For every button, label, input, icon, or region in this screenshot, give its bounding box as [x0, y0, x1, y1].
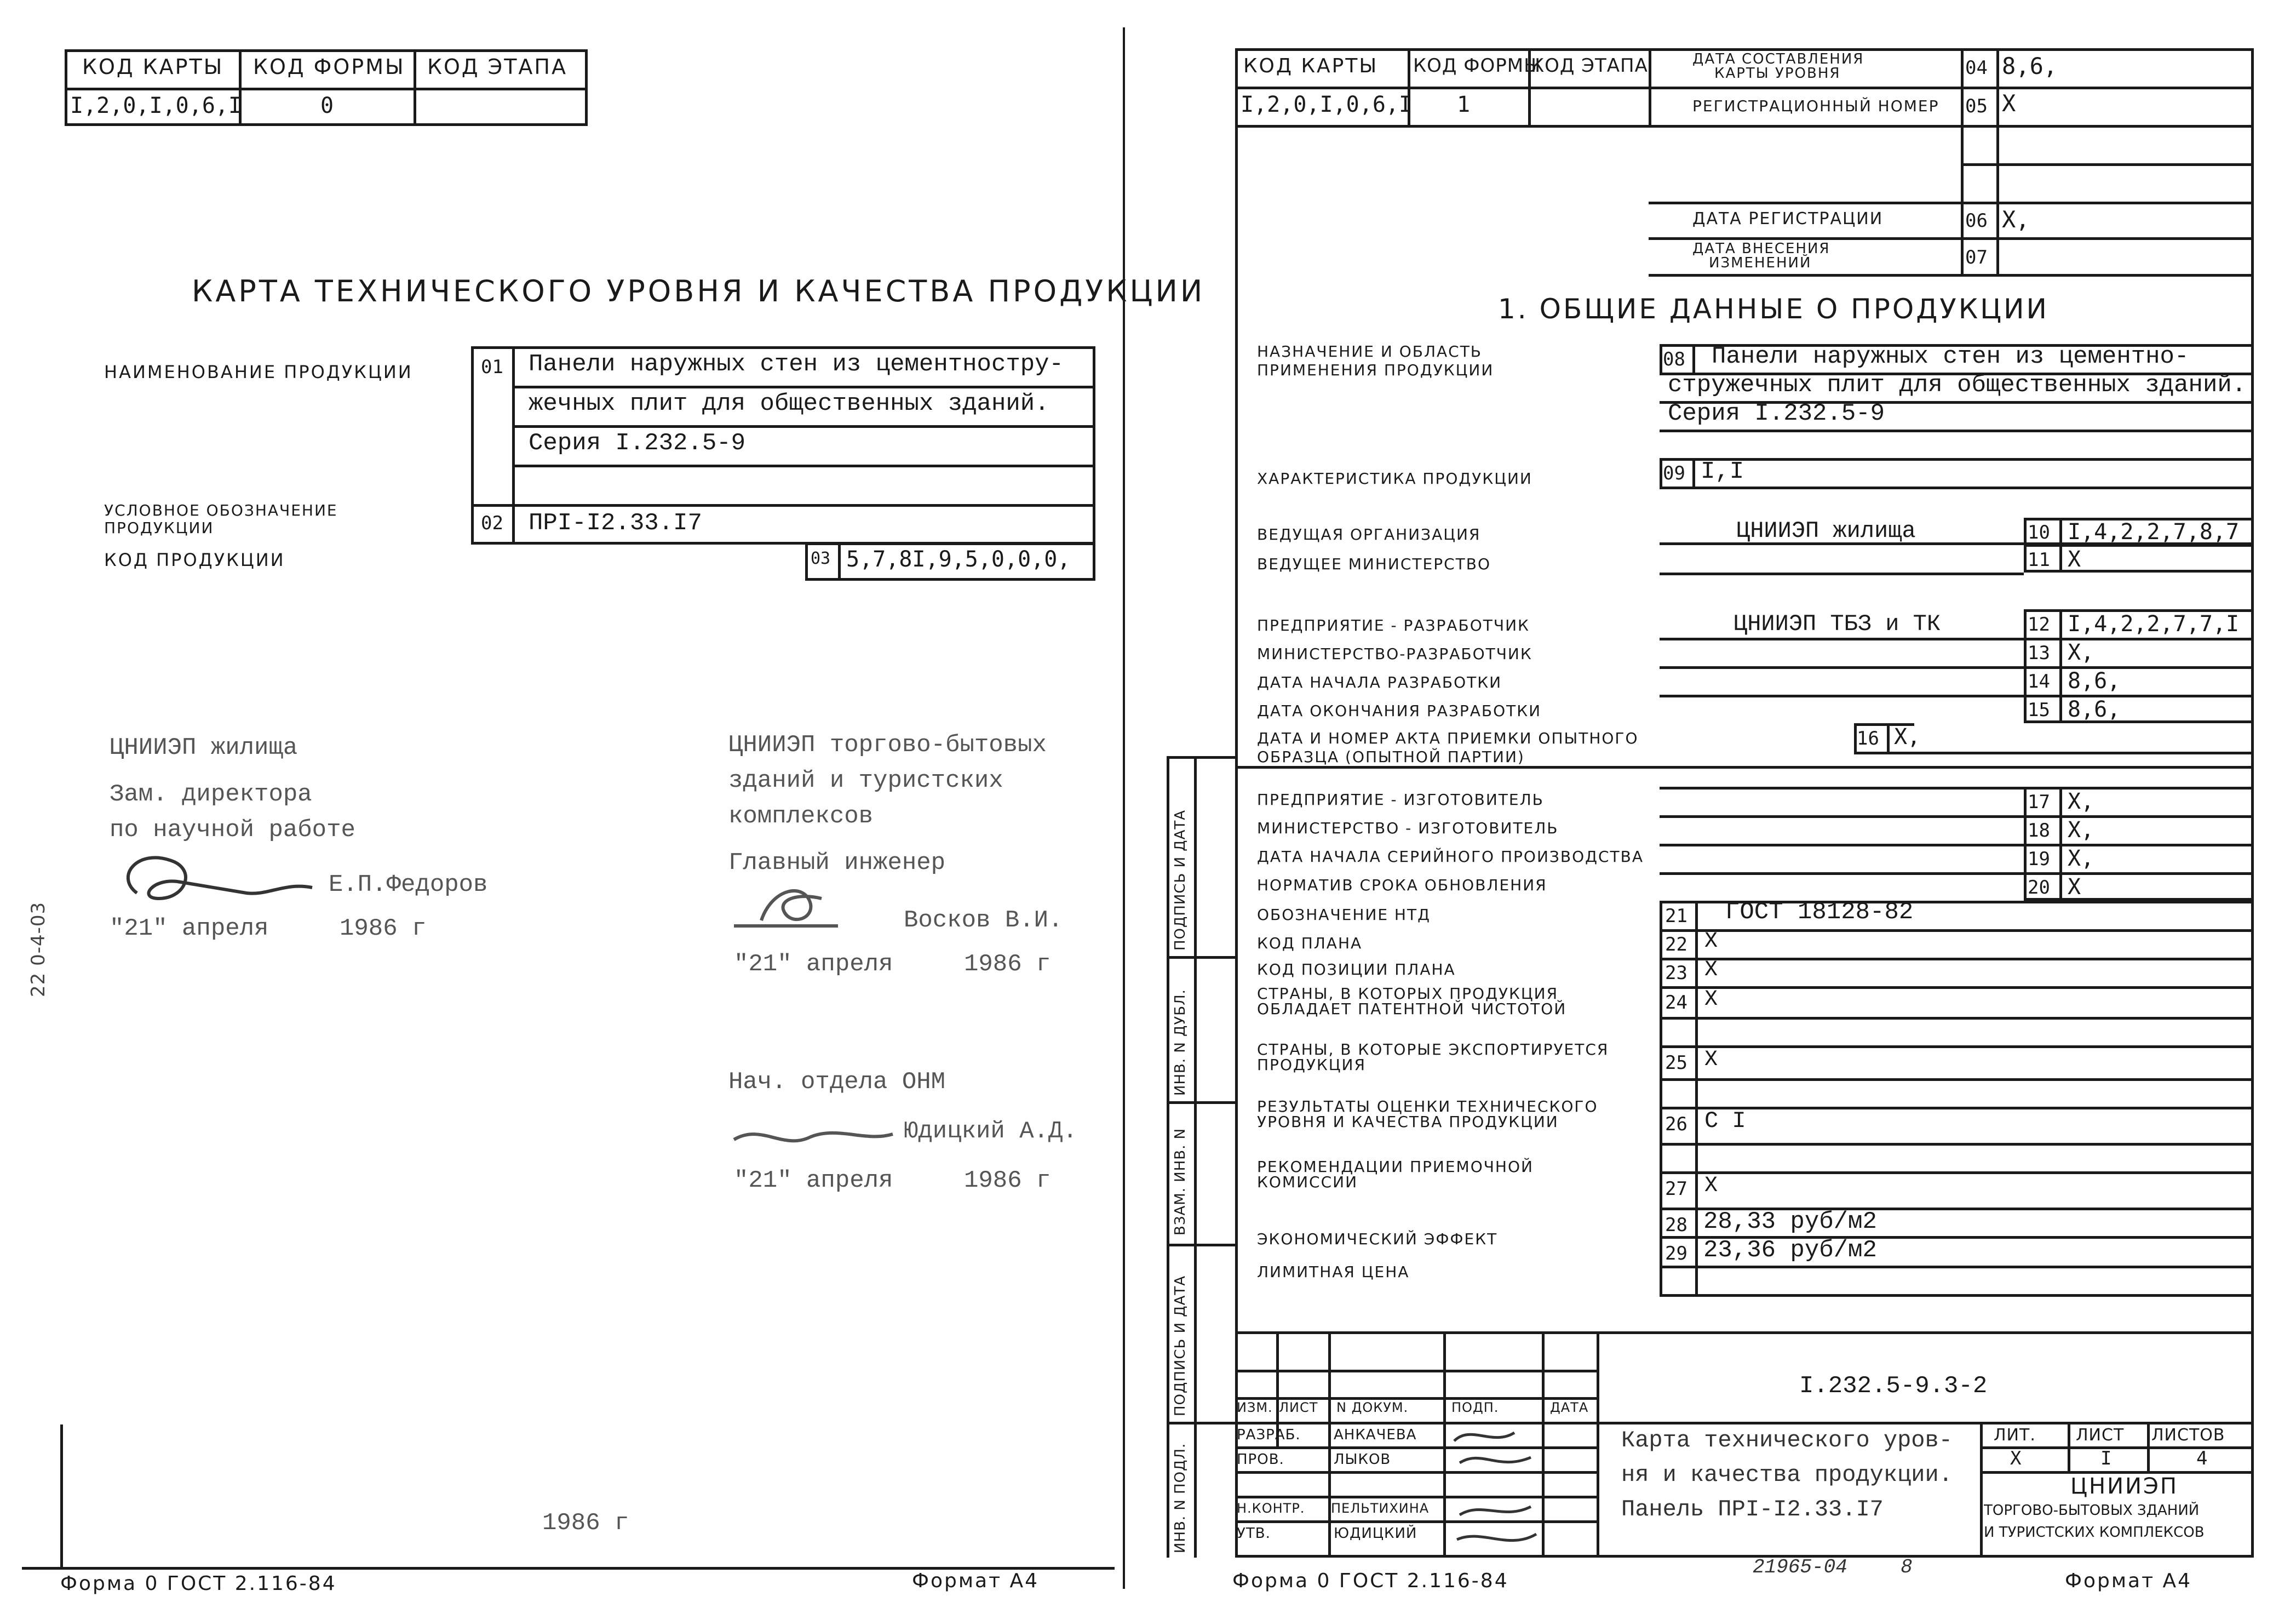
role-utv: УТВ. — [1237, 1525, 1271, 1542]
f08-label-1: НАЗНАЧЕНИЕ И ОБЛАСТЬ — [1257, 342, 1483, 361]
right-header-col2: КОД ФОРМЫ — [1413, 55, 1541, 77]
f11-code: 11 — [2028, 549, 2050, 571]
f20-label: НОРМАТИВ СРОКА ОБНОВЛЕНИЯ — [1257, 876, 1547, 894]
f12-org: ЦНИИЭП ТБЗ и ТК — [1734, 611, 1941, 637]
right-footer-form: Форма 0 ГОСТ 2.116-84 — [1232, 1570, 1509, 1592]
f16-label-1: ДАТА И НОМЕР АКТА ПРИЕМКИ ОПЫТНОГО — [1257, 729, 1639, 747]
side-label-vzam-inv: ВЗАМ. ИНВ. N — [1172, 1128, 1189, 1235]
f17-code: 17 — [2028, 791, 2050, 813]
f23-value: Х — [1704, 958, 1718, 982]
stamp-h-sheets: ЛИСТОВ — [2151, 1426, 2225, 1445]
f28-value: 28,33 руб/м2 — [1703, 1208, 1877, 1235]
right-signature — [728, 877, 909, 937]
left-footer-form: Форма 0 ГОСТ 2.116-84 — [60, 1572, 337, 1595]
f28-label: ЭКОНОМИЧЕСКИЙ ЭФФЕКТ — [1257, 1230, 1498, 1248]
right-header-col1: КОД КАРТЫ — [1243, 55, 1379, 77]
f23-code: 23 — [1665, 962, 1687, 984]
right-footer-num: 8 — [1901, 1556, 1913, 1578]
left-signature — [104, 844, 340, 915]
right-sign-year: 1986 г — [964, 951, 1051, 978]
side-label-inv-podl: ИНВ. N ПОДЛ. — [1172, 1443, 1189, 1553]
right-sign-name: Восков В.И. — [904, 907, 1063, 934]
f16-code: 16 — [1857, 728, 1879, 749]
right-footer-code: 21965-04 — [1753, 1556, 1847, 1578]
side-label-podp-data-1: ПОДПИСЬ И ДАТА — [1172, 1275, 1189, 1416]
left-footer-format: Формат А4 — [912, 1570, 1040, 1592]
f09-value: I,I — [1701, 458, 1744, 485]
right-header-col3: КОД ЭТАПА — [1531, 55, 1648, 77]
stamp-desc-3: Панель ПРI-I2.33.I7 — [1621, 1496, 1884, 1523]
f26-code: 26 — [1665, 1113, 1687, 1135]
reg-05-value: Х — [2002, 90, 2016, 117]
role-razrab: РАЗРАБ. — [1237, 1427, 1301, 1443]
left-sign-pos1: Зам. директора — [110, 781, 312, 808]
f25-value: Х — [1704, 1048, 1718, 1072]
f12-value: I,4,2,2,7,7,I — [2068, 611, 2240, 637]
right-sign-org1: ЦНИИЭП торгово-бытовых — [728, 731, 1047, 759]
f27-label-1: РЕКОМЕНДАЦИИ ПРИЕМОЧНОЙ — [1257, 1158, 1534, 1176]
reg-06-value: Х, — [2002, 206, 2030, 233]
right-sign-year2: 1986 г — [964, 1167, 1051, 1194]
reg-06-label: ДАТА РЕГИСТРАЦИИ — [1692, 209, 1884, 228]
f22-value: Х — [1704, 929, 1718, 954]
field-01-line-2: жечных плит для общественных зданий. — [529, 390, 1049, 417]
f13-code: 13 — [2028, 642, 2050, 664]
role-prov: ПРОВ. — [1237, 1451, 1284, 1468]
f13-value: Х, — [2068, 640, 2094, 665]
side-label-podp-data-2: ПОДПИСЬ И ДАТА — [1172, 809, 1189, 951]
reg-04-code: 04 — [1965, 57, 1988, 79]
f24-label-2: ОБЛАДАЕТ ПАТЕНТНОЙ ЧИСТОТОЙ — [1257, 1000, 1567, 1018]
f19-code: 19 — [2028, 848, 2050, 870]
stamp-h-lit: ЛИТ. — [1994, 1426, 2036, 1445]
field-03-code: 03 — [811, 549, 831, 568]
f26-value: С I — [1704, 1108, 1746, 1134]
f23-label: КОД ПОЗИЦИИ ПЛАНА — [1257, 960, 1456, 979]
f20-code: 20 — [2028, 877, 2050, 899]
f18-value: Х, — [2068, 817, 2094, 843]
right-card-code: I,2,0,I,0,6,I — [1241, 92, 1413, 117]
reg-05-label: РЕГИСТРАЦИОННЫЙ НОМЕР — [1692, 97, 1939, 115]
reg-07-code: 07 — [1965, 247, 1988, 268]
reg-07-label-1: ДАТА ВНЕСЕНИЯ — [1692, 241, 1830, 257]
stamp-org-1: ЦНИИЭП — [2070, 1474, 2178, 1499]
th-list: ЛИСТ — [1279, 1400, 1318, 1415]
right-sign-date2: "21" апреля — [734, 1167, 893, 1194]
right-sign-name2: Юдицкий А.Д. — [904, 1118, 1077, 1145]
reg-04-label-1: ДАТА СОСТАВЛЕНИЯ — [1692, 51, 1864, 67]
left-sign-name: Е.П.Федоров — [329, 871, 488, 899]
reg-05-code: 05 — [1965, 95, 1988, 117]
f14-code: 14 — [2028, 671, 2050, 693]
f21-label: ОБОЗНАЧЕНИЕ НТД — [1257, 906, 1431, 924]
stamp-h-sheet: ЛИСТ — [2076, 1426, 2125, 1445]
f19-label: ДАТА НАЧАЛА СЕРИЙНОГО ПРОИЗВОДСТВА — [1257, 848, 1644, 866]
th-izm: ИЗМ. — [1237, 1400, 1273, 1415]
reg-06-code: 06 — [1965, 210, 1988, 232]
f18-label: МИНИСТЕРСТВО - ИЗГОТОВИТЕЛЬ — [1257, 819, 1559, 837]
name-razrab: АНКАЧЕВА — [1334, 1427, 1417, 1443]
stamp-v-lit: Х — [2010, 1447, 2022, 1469]
f22-label: КОД ПЛАНА — [1257, 934, 1363, 952]
f22-code: 22 — [1665, 934, 1687, 956]
f09-label: ХАРАКТЕРИСТИКА ПРОДУКЦИИ — [1257, 470, 1532, 488]
th-data: ДАТА — [1550, 1400, 1589, 1415]
f08-label-2: ПРИМЕНЕНИЯ ПРОДУКЦИИ — [1257, 361, 1494, 379]
f16-label-2: ОБРАЗЦА (ОПЫТНОЙ ПАРТИИ) — [1257, 748, 1525, 766]
stamp-v-sheets: 4 — [2196, 1447, 2208, 1469]
designation-label-2: ПРОДУКЦИИ — [104, 519, 214, 537]
stamp-desc-2: ня и качества продукции. — [1621, 1462, 1953, 1488]
left-sign-date: "21" апреля — [110, 915, 269, 942]
f14-label: ДАТА НАЧАЛА РАЗРАБОТКИ — [1257, 673, 1502, 691]
f18-code: 18 — [2028, 820, 2050, 842]
field-01-code: 01 — [481, 356, 503, 378]
f08-line-1: Панели наружных стен из цементно- — [1712, 343, 2189, 370]
f21-value: ГОСТ 18128-82 — [1725, 899, 1914, 926]
left-header-col3: КОД ЭТАПА — [427, 55, 567, 79]
section-title: 1. ОБЩИЕ ДАННЫЕ О ПРОДУКЦИИ — [1498, 293, 2049, 325]
name-prov: ЛЫКОВ — [1334, 1451, 1391, 1468]
f17-value: Х, — [2068, 789, 2094, 814]
f24-value: Х — [1704, 987, 1718, 1012]
left-card-code: I,2,0,I,0,6,I — [70, 93, 242, 118]
stamp-org-3: И ТУРИСТСКИХ КОМПЛЕКСОВ — [1984, 1524, 2205, 1541]
f13-label: МИНИСТЕРСТВО-РАЗРАБОТЧИК — [1257, 645, 1532, 663]
reg-04-value: 8,6, — [2002, 53, 2058, 79]
f27-label-2: КОМИССИИ — [1257, 1173, 1358, 1191]
doc-number: I.232.5-9.3-2 — [1799, 1372, 1988, 1400]
stamp-org-2: ТОРГОВО-БЫТОВЫХ ЗДАНИЙ — [1984, 1502, 2200, 1519]
f15-code: 15 — [2028, 699, 2050, 721]
f11-label: ВЕДУЩЕЕ МИНИСТЕРСТВО — [1257, 555, 1491, 573]
f12-code: 12 — [2028, 614, 2050, 636]
f24-code: 24 — [1665, 992, 1687, 1014]
f15-label: ДАТА ОКОНЧАНИЯ РАЗРАБОТКИ — [1257, 702, 1542, 720]
name-nkontr: ПЕЛЬТИХИНА — [1331, 1501, 1430, 1516]
f25-label-2: ПРОДУКЦИЯ — [1257, 1056, 1366, 1074]
right-sign-org3: комплексов — [728, 803, 874, 830]
f17-label: ПРЕДПРИЯТИЕ - ИЗГОТОВИТЕЛЬ — [1257, 791, 1544, 809]
f27-code: 27 — [1665, 1178, 1687, 1200]
f29-label: ЛИМИТНАЯ ЦЕНА — [1257, 1263, 1410, 1281]
f10-org: ЦНИИЭП жилища — [1736, 518, 1916, 544]
right-form-code: 1 — [1457, 92, 1471, 117]
f11-value: Х — [2068, 547, 2081, 572]
designation-label-1: УСЛОВНОЕ ОБОЗНАЧЕНИЕ — [104, 501, 338, 519]
left-bottom-year: 1986 г — [542, 1509, 629, 1537]
reg-04-label-2: КАРТЫ УРОВНЯ — [1714, 65, 1841, 82]
right-sign-date: "21" апреля — [734, 951, 893, 978]
left-form-code: 0 — [320, 93, 334, 118]
f24-label-1: СТРАНЫ, В КОТОРЫХ ПРОДУКЦИЯ — [1257, 985, 1559, 1003]
left-page-title: КАРТА ТЕХНИЧЕСКОГО УРОВНЯ И КАЧЕСТВА ПРОДУКЦИИ — [192, 274, 1206, 308]
left-sign-pos2: по научной работе — [110, 816, 355, 844]
name-label: НАИМЕНОВАНИЕ ПРОДУКЦИИ — [104, 362, 413, 382]
left-sign-year: 1986 г — [340, 915, 427, 942]
f25-code: 25 — [1665, 1052, 1687, 1074]
f21-code: 21 — [1665, 905, 1687, 927]
side-label-inv-dubl: ИНВ. N ДУБЛ. — [1172, 989, 1189, 1096]
name-utv: ЮДИЦКИЙ — [1334, 1525, 1417, 1542]
right-sign-org2: зданий и туристских — [728, 767, 1003, 794]
f08-line-3: Серия I.232.5-9 — [1668, 400, 1885, 427]
product-code-label: КОД ПРОДУКЦИИ — [104, 550, 285, 570]
f25-label-1: СТРАНЫ, В КОТОРЫЕ ЭКСПОРТИРУЕТСЯ — [1257, 1040, 1609, 1059]
field-03-value: 5,7,8I,9,5,0,0,0, — [846, 547, 1071, 572]
left-side-number: 22 0-4-03 — [27, 901, 49, 997]
left-sign-org: ЦНИИЭП жилища — [110, 734, 298, 762]
field-02-code: 02 — [481, 512, 503, 534]
f15-value: 8,6, — [2068, 697, 2121, 722]
f16-value: Х, — [1894, 724, 1921, 749]
f10-code: 10 — [2028, 522, 2050, 543]
left-header-col1: КОД КАРТЫ — [82, 55, 224, 79]
field-01-line-3: Серия I.232.5-9 — [529, 430, 746, 457]
f19-value: Х, — [2068, 846, 2094, 871]
f09-code: 09 — [1663, 462, 1685, 484]
reg-07-label-2: ИЗМЕНЕНИЙ — [1709, 255, 1812, 271]
right-sign-dept: Нач. отдела ОНМ — [728, 1068, 946, 1096]
stamp-v-sheet: I — [2100, 1447, 2112, 1469]
role-nkontr: Н.КОНТР. — [1237, 1501, 1305, 1516]
f08-line-2: стружечных плит для общественных зданий. — [1668, 371, 2247, 399]
page-divider — [1123, 27, 1125, 1589]
f27-value: Х — [1704, 1174, 1718, 1198]
right-signature-2 — [728, 1112, 909, 1162]
f10-label: ВЕДУЩАЯ ОРГАНИЗАЦИЯ — [1257, 525, 1481, 543]
f12-label: ПРЕДПРИЯТИЕ - РАЗРАБОТЧИК — [1257, 616, 1530, 634]
f26-label-2: УРОВНЯ И КАЧЕСТВА ПРОДУКЦИИ — [1257, 1113, 1559, 1131]
left-header-col2: КОД ФОРМЫ — [253, 55, 405, 79]
f08-code: 08 — [1663, 348, 1685, 370]
right-sign-pos: Главный инженер — [728, 849, 946, 877]
f28-code: 28 — [1665, 1214, 1687, 1236]
field-02-value: ПРI-I2.33.I7 — [529, 510, 702, 537]
stamp-desc-1: Карта технического уров- — [1621, 1427, 1953, 1454]
f10-value: I,4,2,2,7,8,7 — [2068, 519, 2240, 545]
f26-label-1: РЕЗУЛЬТАТЫ ОЦЕНКИ ТЕХНИЧЕСКОГО — [1257, 1097, 1598, 1115]
th-ndok: N ДОКУМ. — [1336, 1400, 1409, 1415]
f29-code: 29 — [1665, 1243, 1687, 1265]
f14-value: 8,6, — [2068, 668, 2121, 694]
field-01-line-1: Панели наружных стен из цементностру- — [529, 351, 1064, 378]
right-footer-format: Формат А4 — [2065, 1570, 2192, 1592]
th-podp: ПОДП. — [1451, 1400, 1499, 1415]
stamp-signatures — [1449, 1424, 1542, 1556]
f29-value: 23,36 руб/м2 — [1703, 1237, 1877, 1264]
f20-value: Х — [2068, 874, 2081, 900]
